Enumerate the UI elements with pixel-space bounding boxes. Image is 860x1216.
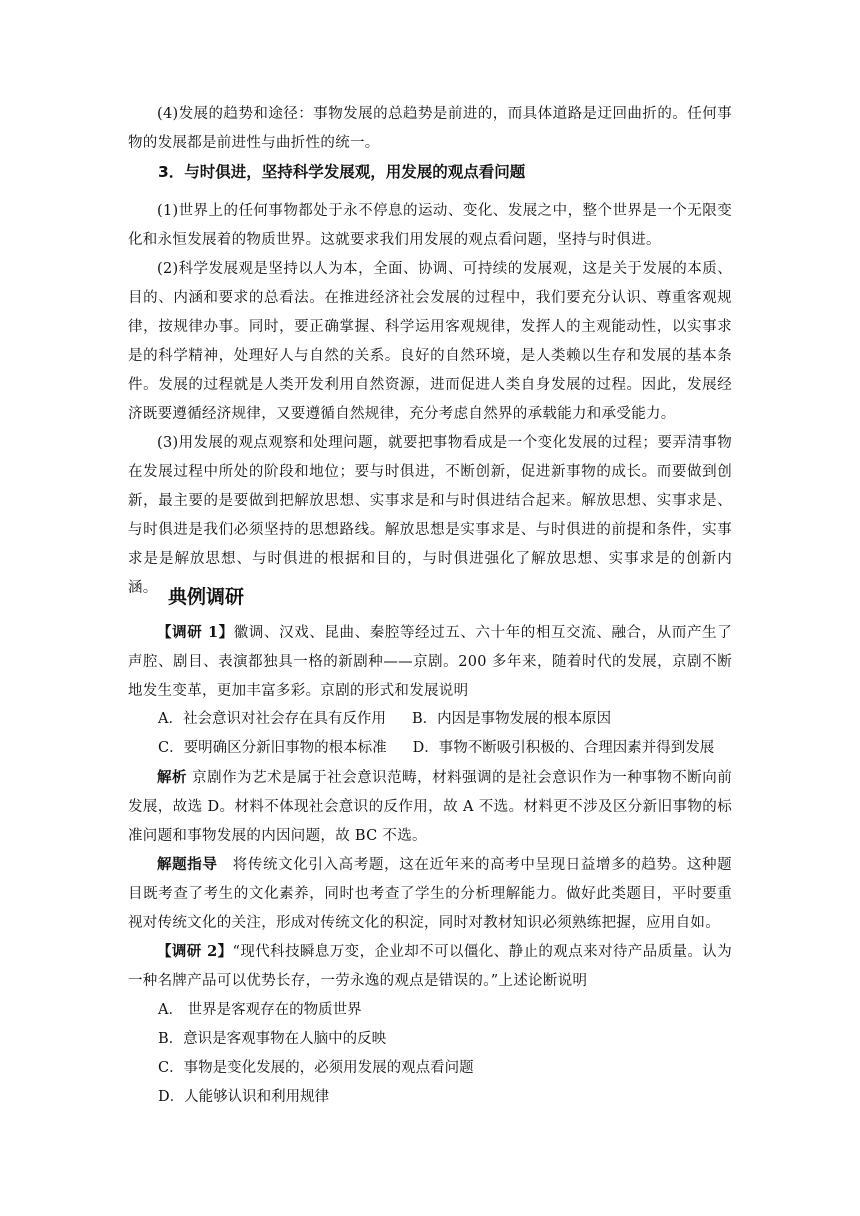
question-1-analysis xyxy=(128,763,732,851)
question-1-options-ab xyxy=(158,705,611,734)
paragraph-3: (3)用发展的观点观察和处理问题，就要把事物看成是一个变化发展的过程；要弄清事物在发展过程中所处的阶段和地位；要与时俱进，不断创新，促进新事物的成长。而要做到创新，最主要的是要做到把解放思想、实事求是和与时俱进结合起来。解放思想、实事求是、与时俱进是我们必须坚持的思想路线。解放思想是实事求是、与时俱进的前提和条件，实事求是是解放思想、与时俱进的根据和目的，与时俱进强化了解放思想、实事求是的创新内涵。 xyxy=(128,435,732,596)
question-1-option-a: A．社会意识对社会存在具有反作用 xyxy=(158,711,386,727)
question-2-option-a: A． 世界是客观存在的物质世界 xyxy=(158,1002,362,1018)
question-2-option-b: B．意识是客观事物在人脑中的反映 xyxy=(158,1031,387,1047)
question-1-option-d: D．事物不断吸引积极的、合理因素并得到发展 xyxy=(412,740,715,756)
question-2 xyxy=(128,937,732,996)
question-2-label: 【调研 2】 xyxy=(157,943,233,960)
question-1-options-cd xyxy=(158,734,714,763)
guide-text: 将传统文化引入高考题，这在近年来的高考中呈现日益增多的趋势。这种题目既考查了考生的文化素养，同时也考查了学生的分析理解能力。做好此类题目，平时要重视对传统文化的关注，形成对传统文化的积淀，同时对教材知识必须熟练把握，应用自如。 xyxy=(128,857,732,931)
question-1-label: 【调研 1】 xyxy=(157,624,234,641)
examples-heading: 典例调研 xyxy=(168,586,245,608)
question-2-option-d: D．人能够认识和利用规律 xyxy=(158,1089,330,1105)
paragraph-1: (1)世界上的任何事物都处于永不停息的运动、变化、发展之中，整个世界是一个无限变化和永恒发展着的物质世界。这就要求我们用发展的观点看问题，坚持与时俱进。 xyxy=(128,203,732,248)
question-2-stem: “现代科技瞬息万变，企业却不可以僵化、静止的观点来对待产品质量。认为一种名牌产品可以优势长存，一劳永逸的观点是错误的。”上述论断说明 xyxy=(128,944,732,989)
guide-label: 解题指导 xyxy=(157,856,218,873)
question-1 xyxy=(128,618,732,706)
analysis-label: 解析 xyxy=(157,769,188,786)
section-heading-3: 3．与时俱进，坚持科学发展观，用发展的观点看问题 xyxy=(158,163,526,181)
question-1-option-b: B．内因是事物发展的根本原因 xyxy=(411,711,612,727)
question-2-option-c: C．事物是变化发展的，必须用发展的观点看问题 xyxy=(158,1060,474,1076)
question-1-option-c: C．要明确区分新旧事物的根本标准 xyxy=(158,740,387,756)
analysis-text: 京剧作为艺术是属于社会意识范畴，材料强调的是社会意识作为一种事物不断向前发展，故选 D。材料不体现社会意识的反作用，故 A 不选。材料更不涉及区分新旧事物的标准问题和事物发展的内因问题，故 BC 不选。 xyxy=(128,770,733,844)
question-1-guide xyxy=(128,850,732,938)
paragraph-2: (2)科学发展观是坚持以人为本，全面、协调、可持续的发展观，这是关于发展的本质、目的、内涵和要求的总看法。在推进经济社会发展的过程中，我们要充分认识、尊重客观规律，按规律办事。同时，要正确掌握、科学运用客观规律，发挥人的主观能动性，以实事求是的科学精神，处理好人与自然的关系。良好的自然环境，是人类赖以生存和发展的基本条件。发展的过程就是人类开发利用自然资源，进而促进人类自身发展的过程。因此，发展经济既要遵循经济规律，又要遵循自然规律，充分考虑自然界的承载能力和承受能力。 xyxy=(128,261,732,422)
question-1-stem: 徽调、汉戏、昆曲、秦腔等经过五、六十年的相互交流、融合，从而产生了声腔、剧目、表演都独具一格的新剧种——京剧。200 多年来，随着时代的发展，京剧不断地发生变革，更加丰富多彩。京剧的形式和发展说明 xyxy=(128,625,732,699)
paragraph-development-trend: (4)发展的趋势和途径：事物发展的总趋势是前进的，而具体道路是迂回曲折的。任何事物的发展都是前进性与曲折性的统一。 xyxy=(128,106,732,151)
